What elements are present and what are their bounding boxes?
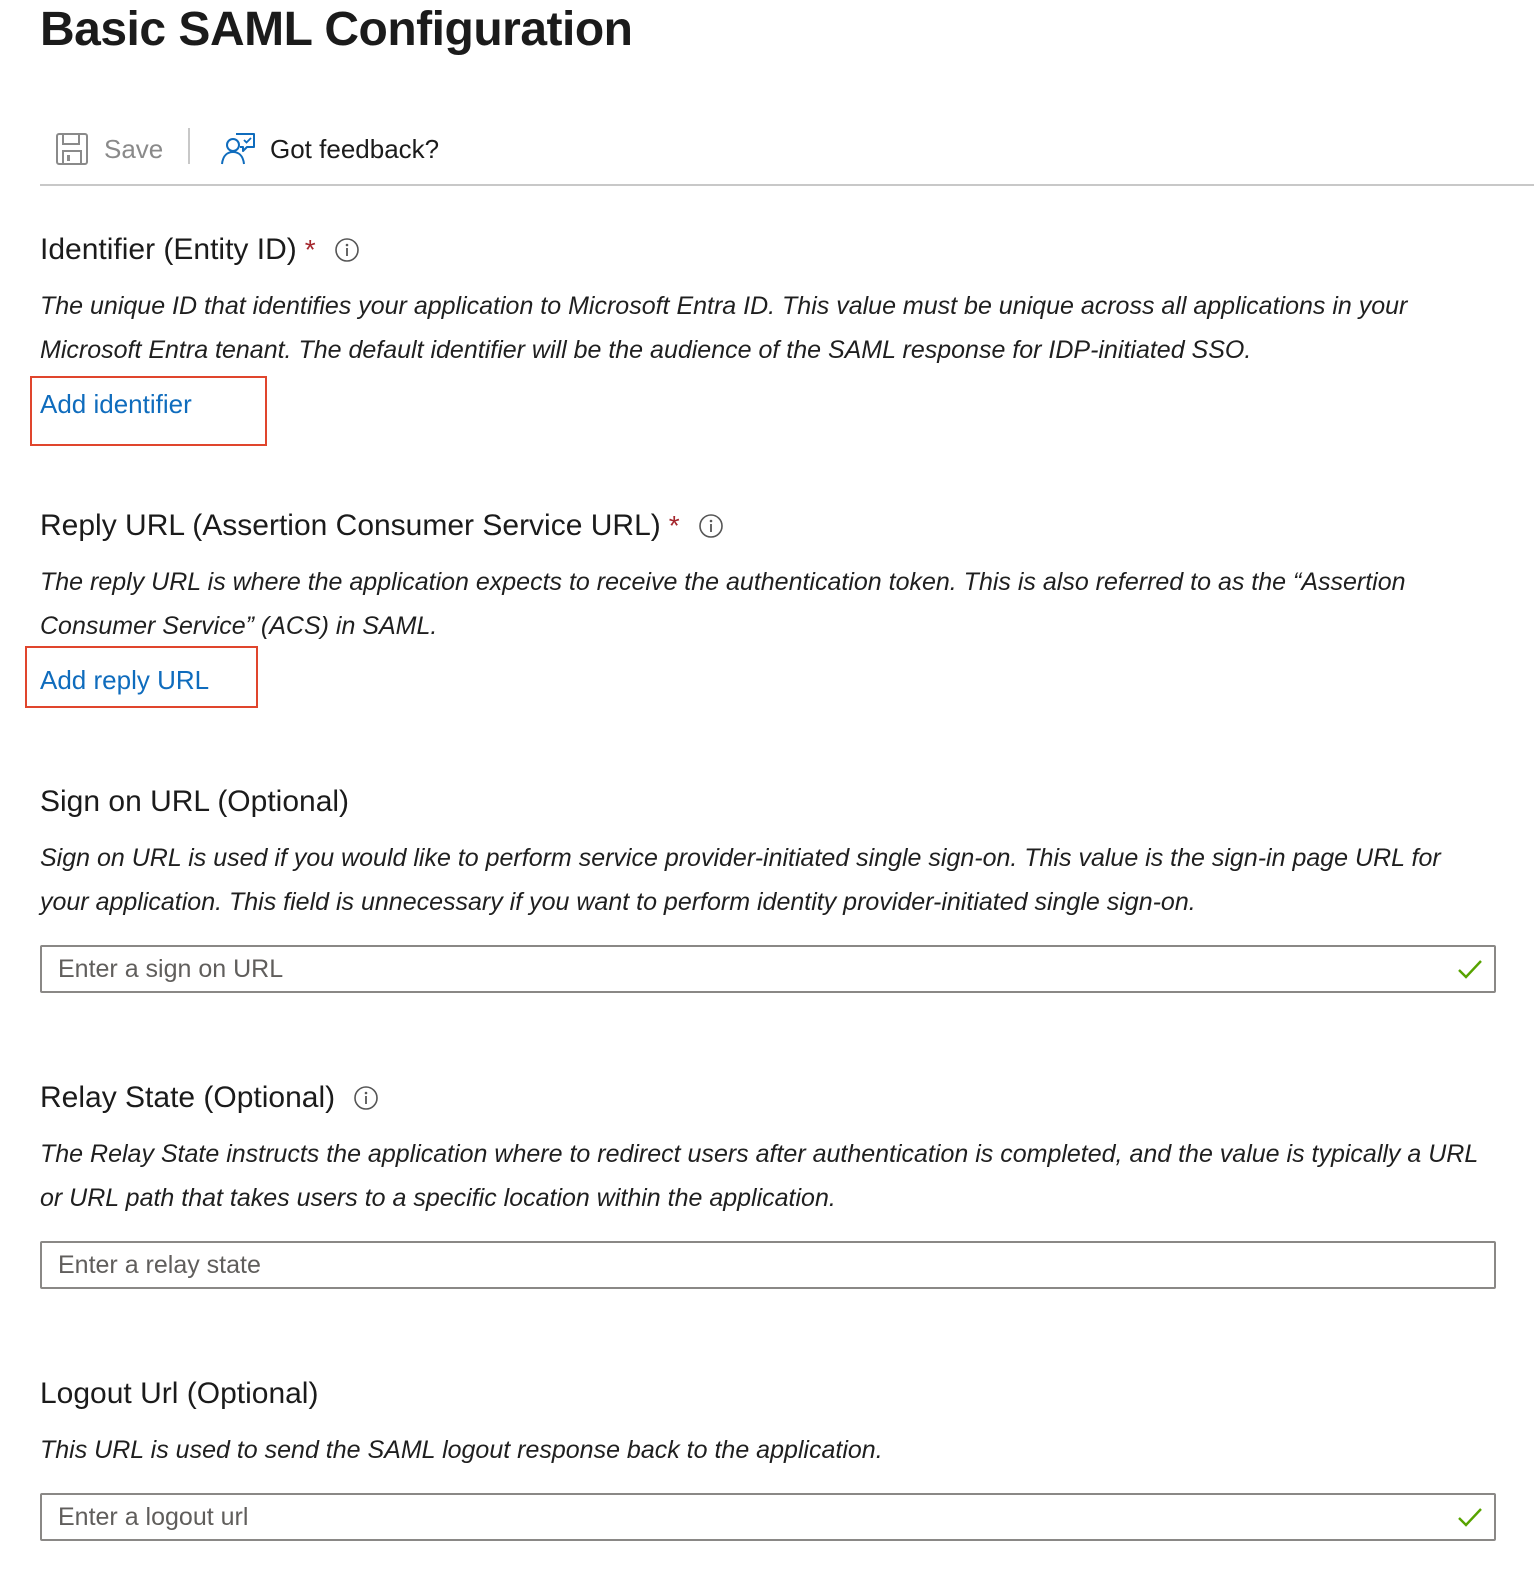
identifier-section (40, 230, 1500, 372)
reply-url-description: The reply URL is where the application expects to receive the authentication token. This is also referred to as the “Assertion Consumer Service” (ACS) in SAML. (40, 568, 1406, 640)
page-title: Basic SAML Configuration (40, 3, 633, 56)
identifier-title: Identifier (Entity ID) (40, 233, 297, 266)
feedback-person-icon (220, 131, 256, 167)
info-icon[interactable] (698, 513, 724, 539)
relay-state-title: Relay State (Optional) (40, 1081, 336, 1114)
add-reply-url-link[interactable]: Add reply URL (40, 665, 210, 695)
sign-on-url-title: Sign on URL (Optional) (40, 785, 350, 818)
relay-state-field (40, 1241, 1496, 1289)
sign-on-url-section (40, 782, 1500, 924)
logout-url-section (40, 1374, 1500, 1472)
logout-url-input[interactable] (42, 1495, 1438, 1539)
sign-on-url-input[interactable] (42, 947, 1438, 991)
checkmark-icon (1456, 956, 1484, 982)
add-identifier-link[interactable]: Add identifier (40, 389, 192, 419)
info-icon[interactable] (334, 237, 360, 263)
relay-state-section (40, 1078, 1500, 1220)
relay-state-description: The Relay State instructs the application where to redirect users after authentication is completed, and the value is typically a URL or URL path that takes users to a specific location within the application. (40, 1140, 1478, 1212)
logout-url-description: This URL is used to send the SAML logout response back to the application. (40, 1436, 883, 1464)
checkmark-icon (1456, 1504, 1484, 1530)
toolbar (40, 118, 1534, 186)
required-marker: * (668, 510, 680, 541)
feedback-label: Got feedback? (270, 133, 440, 164)
logout-url-field (40, 1493, 1496, 1541)
toolbar-separator (188, 128, 190, 164)
sign-on-url-field (40, 945, 1496, 993)
feedback-button[interactable] (220, 128, 439, 170)
info-icon[interactable] (353, 1085, 379, 1111)
reply-url-title: Reply URL (Assertion Consumer Service URL) (40, 509, 661, 542)
save-icon (54, 131, 90, 167)
relay-state-input[interactable] (42, 1243, 1438, 1287)
save-button[interactable] (54, 128, 163, 170)
identifier-description: The unique ID that identifies your application to Microsoft Entra ID. This value must be unique across all applications in your Microsoft Entra tenant. The default identifier will be the audience of the SAML response for IDP-initiated SSO. (40, 292, 1408, 364)
sign-on-url-description: Sign on URL is used if you would like to perform service provider-initiated single sign-on. This value is the sign-in page URL for your application. This field is unnecessary if you want to perform identity provider-initiated single sign-on. (40, 844, 1441, 916)
save-label: Save (104, 133, 164, 164)
logout-url-title: Logout Url (Optional) (40, 1377, 319, 1410)
reply-url-section (40, 506, 1500, 648)
required-marker: * (304, 234, 316, 265)
